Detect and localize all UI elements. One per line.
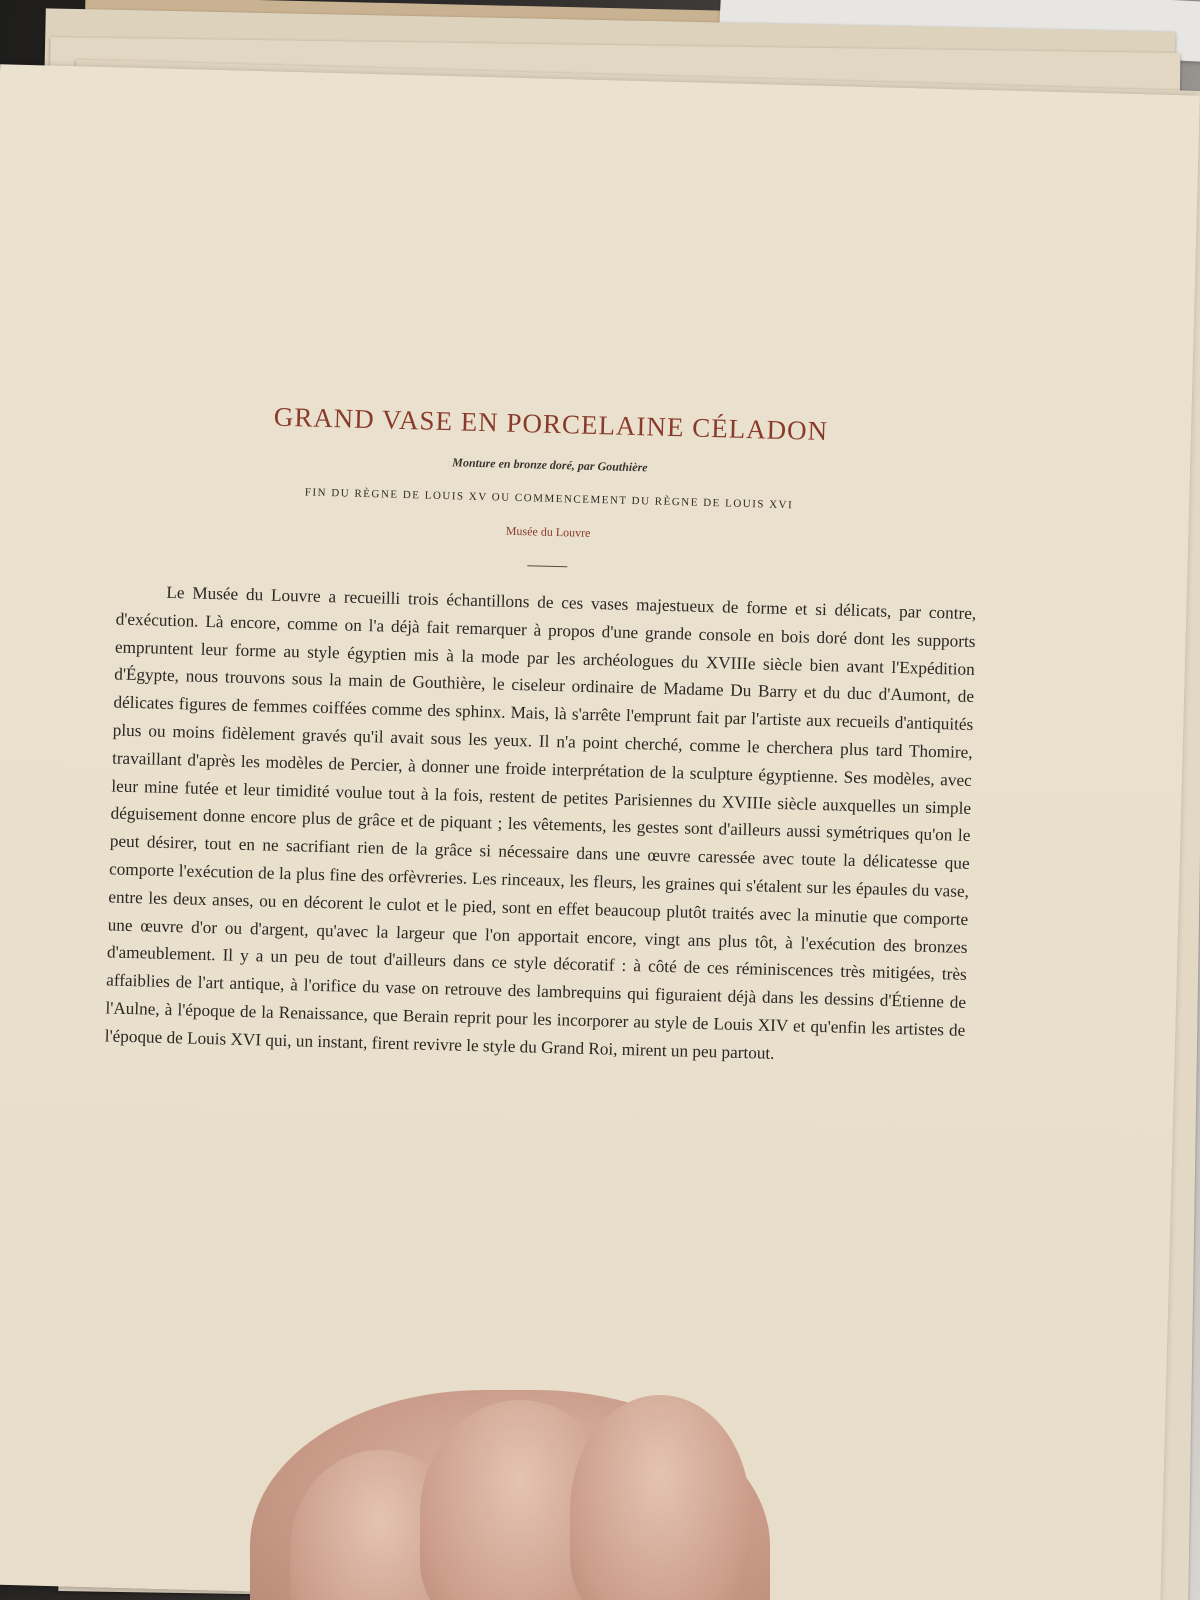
period-line: FIN DU RÈGNE DE LOUIS XV OU COMMENCEMENT DU RÈGNE DE LOUIS XVI [304,486,794,512]
page-subtitle: Monture en bronze doré, par Gouthière [452,455,648,475]
body-paragraph: Le Musée du Louvre a recueilli trois échantillons de ces vases majestueux de forme et si délicats, par contre, d'exécution. Là encore, comme on l'a déjà fait remarquer à propos d'une grande console en bois doré dont les supports empruntent leur forme au style égyptien mis à la mode par les archéologues du XVIIIe siècle bien avant l'Expédition d'Égypte, nous trouvons sous la main de Gouthière, le ciseleur ordinaire de Madame Du Barry et du duc d'Aumont, de délicates figures de femmes coiffées comme des sphinx. Mais, là s'arrête l'emprunt fait par l'artiste aux recueils d'antiquités plus ou moins fidèlement gravés qu'il avait sous les yeux. Il n'a point cherché, comme le cherchera plus tard Thomire, travaillant d'après les modèles de Percier, à donner une froide interprétation de la sculpture égyptienne. Ses modèles, avec leur mine futée et leur timidité voulue tout à la fois, restent de petites Parisiennes du XVIIIe siècle auxquelles un simple déguisement donne encore plus de grâce et de piquant ; les vêtements, les gestes sont d'ailleurs aussi symétriques qu'on le peut désirer, tout en ne sacrifiant rien de la grâce si nécessaire dans une œuvre caressée avec toute la délicatesse que comporte l'exécution de la plus fine des orfèvreries. Les rinceaux, les fleurs, les graines qui s'étalent sur les épaules du vase, entre les deux anses, ou en décorent le culot et le pied, sont en effet beaucoup plutôt traités avec la minutie que comporte une œuvre d'or ou d'argent, qu'avec la largeur que l'on apportait encore, vingt ans plus tôt, à l'exécution des bronzes d'ameublement. Il y a un peu de tout d'ailleurs dans ce style décoratif : à côté de ces réminiscences très mitigées, très affaiblies de l'art antique, à l'orifice du vase on retrouve des lambrequins qui figuraient déjà dans les dessins d'Étienne de l'Aulne, à l'époque de la Renaissance, que Berain reprit pour les incorporer au style de Louis XIV et qu'enfin les artistes de l'époque de Louis XVI qui, un instant, firent revivre le style du Grand Roi, mirent un peu partout. [104,582,977,1063]
museum-line: Musée du Louvre [505,523,591,540]
page-title: GRAND VASE EN PORCELAINE CÉLADON [273,401,829,447]
document-page [0,64,1200,1600]
page-content [104,398,981,1090]
divider [527,565,567,567]
